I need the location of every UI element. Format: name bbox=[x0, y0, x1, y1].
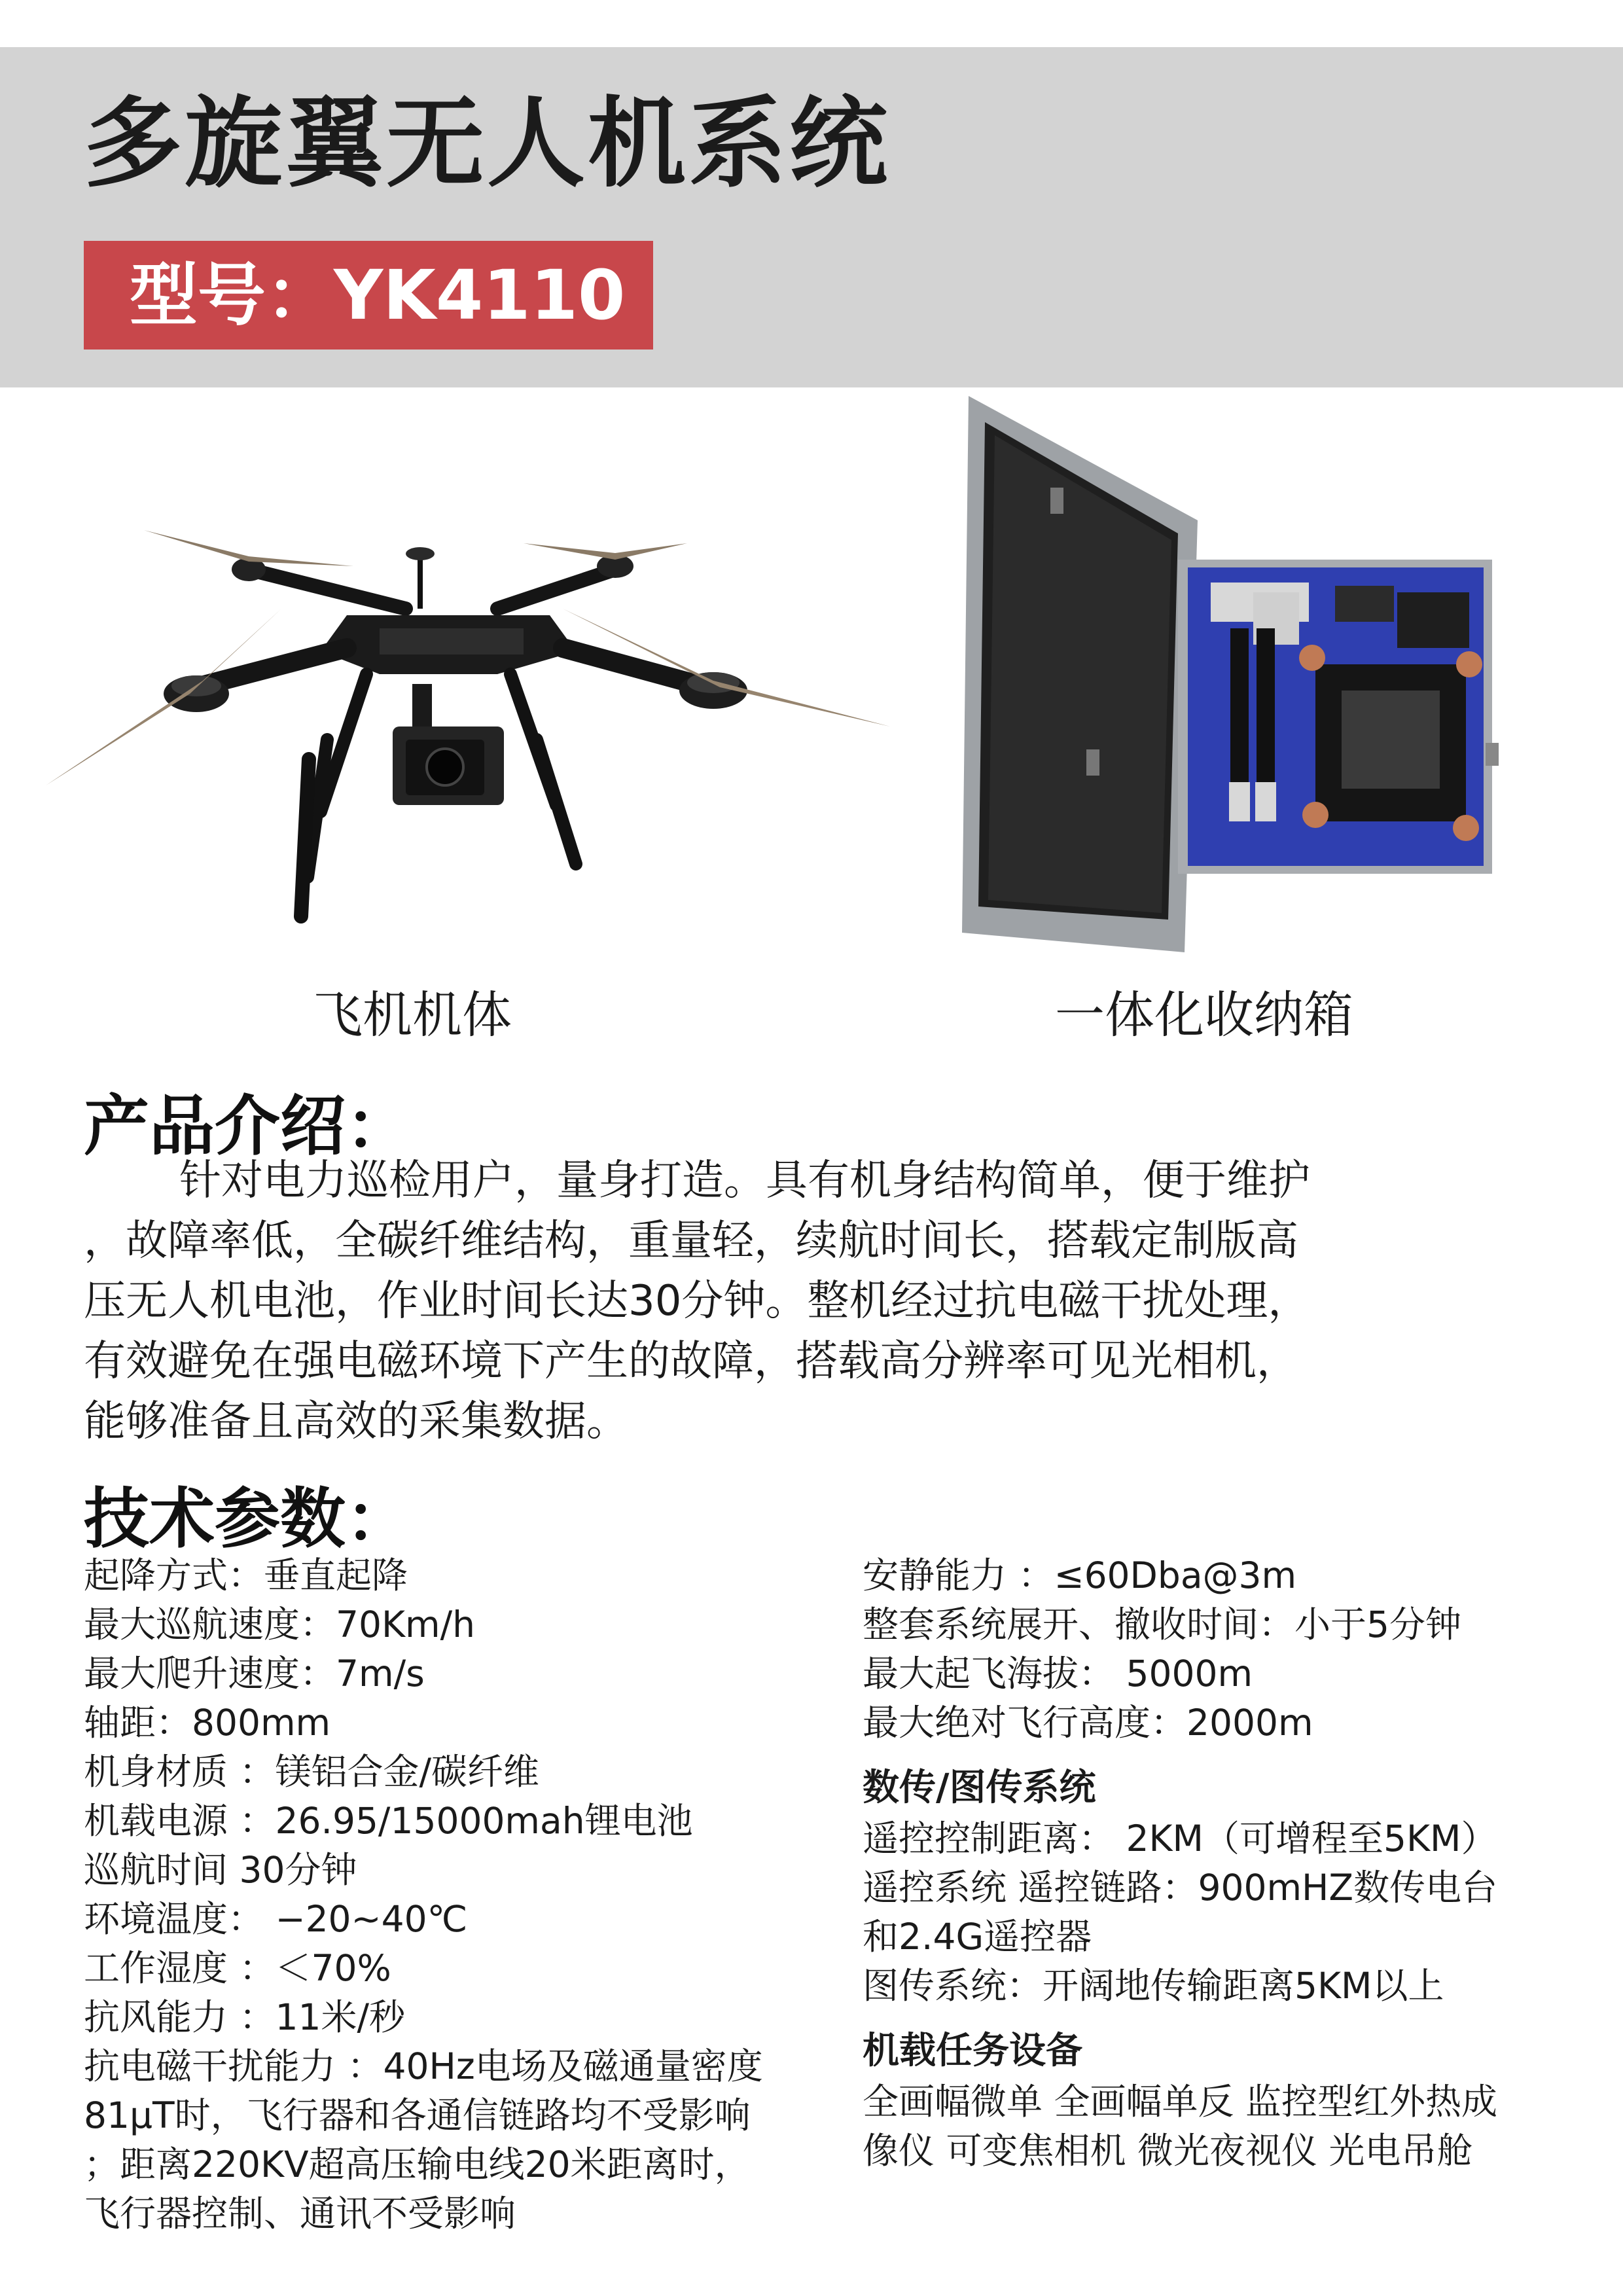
case-caption: 一体化收纳箱 bbox=[1055, 986, 1353, 1044]
spec-item: 抗电磁干扰能力 ：40Hz电场及磁通量密度 bbox=[84, 2045, 763, 2087]
intro-line: 针对电力巡检用户，量身打造。具有机身结构简单，便于维护 bbox=[179, 1157, 1310, 1205]
specs-left-column bbox=[84, 1551, 849, 2238]
data-link-heading: 数传/图传系统 bbox=[863, 1767, 1096, 1809]
spec-item: 环境温度： −20~40℃ bbox=[84, 1898, 468, 1940]
spec-item: 飞行器控制、通讯不受影响 bbox=[84, 2193, 516, 2234]
spec-item: 全画幅微单 全画幅单反 监控型红外热成 bbox=[863, 2081, 1497, 2123]
spec-item: 机身材质 ：镁铝合金/碳纤维 bbox=[84, 1751, 540, 1793]
drone-caption: 飞机机体 bbox=[313, 986, 512, 1044]
intro-line: 有效避免在强电磁环境下产生的故障，搭载高分辨率可见光相机， bbox=[84, 1337, 1298, 1386]
spec-item: 像仪 可变焦相机 微光夜视仪 光电吊舱 bbox=[863, 2130, 1473, 2172]
intro-paragraph bbox=[84, 1151, 1510, 1452]
spec-item: 起降方式：垂直起降 bbox=[84, 1554, 408, 1596]
spec-item: 安静能力 ：≤60Dba@3m bbox=[863, 1554, 1297, 1596]
spec-item: 工作湿度 ：＜70% bbox=[84, 1947, 391, 1989]
specs-heading: 技术参数： bbox=[84, 1480, 411, 1557]
spec-item: 遥控系统 遥控链路：900mHZ数传电台 bbox=[863, 1867, 1498, 1909]
specs-right-column bbox=[863, 1551, 1596, 2176]
spec-item: ；距离220KV超高压输电线20米距离时， bbox=[84, 2144, 751, 2185]
spec-item: 81μT时，飞行器和各通信链路均不受影响 bbox=[84, 2094, 751, 2136]
spec-item: 抗风能力 ：11米/秒 bbox=[84, 1996, 405, 2038]
spec-item: 最大绝对飞行高度：2000m bbox=[863, 1702, 1313, 1744]
case-photo bbox=[923, 396, 1512, 952]
drone-photo bbox=[39, 497, 903, 942]
payload-heading: 机载任务设备 bbox=[863, 2030, 1082, 2072]
intro-line: 能够准备且高效的采集数据。 bbox=[84, 1397, 628, 1446]
spec-item: 最大巡航速度：70Km/h bbox=[84, 1604, 476, 1645]
spec-item: 最大起飞海拔： 5000m bbox=[863, 1653, 1253, 1695]
intro-heading: 产品介绍： bbox=[84, 1088, 411, 1164]
spec-item: 图传系统：开阔地传输距离5KM以上 bbox=[863, 1965, 1444, 2007]
model-badge: 型号：YK4110 bbox=[84, 241, 653, 350]
spec-item: 遥控控制距离： 2KM（可增程至5KM） bbox=[863, 1818, 1497, 1859]
intro-line: ，故障率低，全碳纤维结构，重量轻，续航时间长，搭载定制版高 bbox=[84, 1217, 1298, 1265]
spec-item: 整套系统展开、撤收时间：小于5分钟 bbox=[863, 1604, 1461, 1645]
spec-item: 机载电源 ：26.95/15000mah锂电池 bbox=[84, 1800, 693, 1842]
spec-item: 和2.4G遥控器 bbox=[863, 1916, 1092, 1958]
spec-item: 巡航时间 30分钟 bbox=[84, 1849, 357, 1891]
spec-item: 最大爬升速度：7m/s bbox=[84, 1653, 425, 1695]
spec-item: 轴距：800mm bbox=[84, 1702, 331, 1744]
intro-line: 压无人机电池，作业时间长达30分钟。整机经过抗电磁干扰处理， bbox=[84, 1277, 1310, 1325]
page-title: 多旋翼无人机系统 bbox=[84, 87, 891, 201]
